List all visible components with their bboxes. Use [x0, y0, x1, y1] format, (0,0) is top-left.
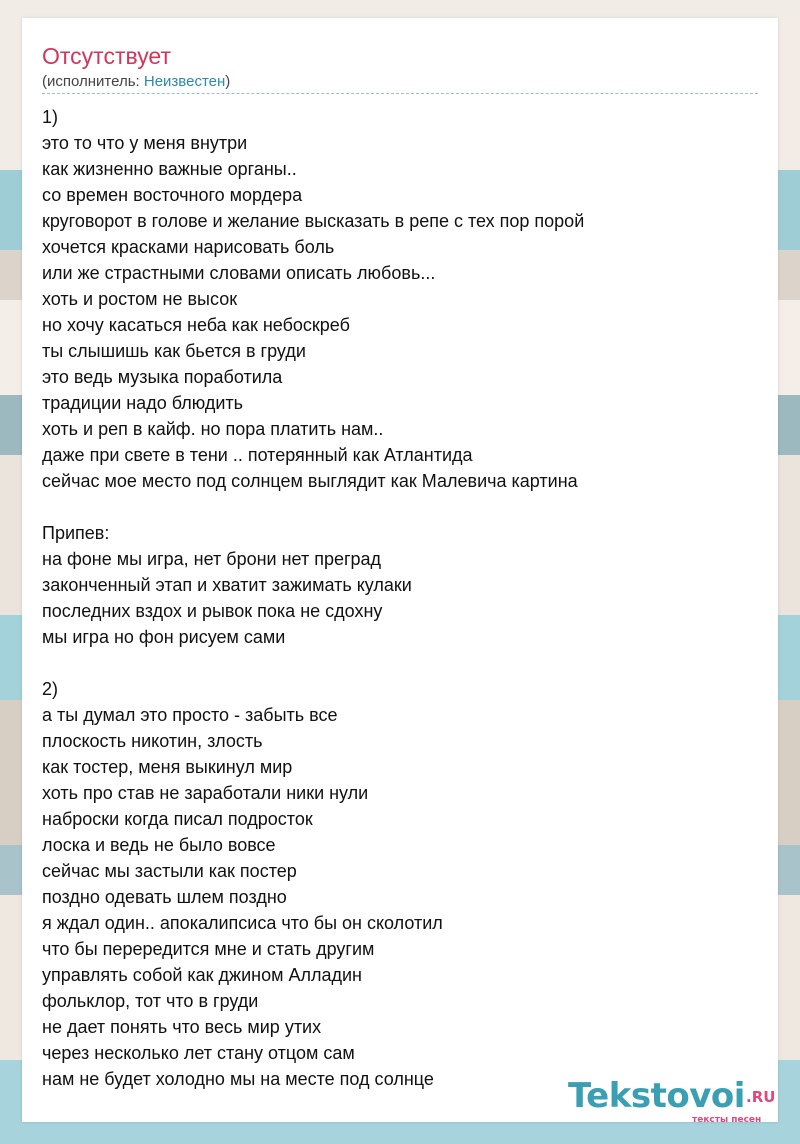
- lyric-line: это то что у меня внутри: [42, 133, 248, 153]
- lyric-line: нам не будет холодно мы на месте под солнце: [42, 1069, 434, 1089]
- lyric-line: управлять собой как джином Алладин: [42, 965, 362, 985]
- lyric-line: фольклор, тот что в груди: [42, 991, 259, 1011]
- lyric-line: а ты думал это просто - забыть все: [42, 705, 338, 725]
- lyric-line: лоска и ведь не было вовсе: [42, 835, 276, 855]
- lyric-line: сейчас мы застыли как постер: [42, 861, 297, 881]
- lyric-line: что бы перередится мне и стать другим: [42, 939, 375, 959]
- lyric-line: я ждал один.. апокалипсиса что бы он сколотил: [42, 913, 443, 933]
- lyric-line: или же страстными словами описать любовь...: [42, 263, 436, 283]
- lyrics-text: [42, 104, 758, 1092]
- lyric-line: [42, 494, 758, 520]
- lyric-line: не дает понять что весь мир утих: [42, 1017, 322, 1037]
- lyric-line: как жизненно важные органы..: [42, 159, 297, 179]
- lyric-line: традиции надо блюдить: [42, 393, 243, 413]
- artist-prefix: (исполнитель:: [42, 73, 144, 90]
- lyric-line: круговорот в голове и желание высказать в репе с тех пор порой: [42, 211, 585, 231]
- logo-tld: .RU: [746, 1088, 776, 1106]
- divider: [42, 93, 758, 94]
- artist-line: [42, 73, 230, 91]
- lyric-line: Припев:: [42, 523, 110, 543]
- lyric-line: как тостер, меня выкинул мир: [42, 757, 293, 777]
- lyric-line: законченный этап и хватит зажимать кулаки: [42, 575, 412, 595]
- lyrics-sheet: [22, 18, 778, 1125]
- lyric-line: 1): [42, 107, 59, 127]
- lyric-line: [42, 650, 758, 676]
- lyric-line: последних вздох и рывок пока не сдохну: [42, 601, 383, 621]
- site-logo[interactable]: [568, 1076, 778, 1125]
- artist-suffix: ): [225, 73, 231, 90]
- lyric-line: 2): [42, 679, 59, 699]
- lyric-line: сейчас мое место под солнцем выглядит как Малевича картина: [42, 471, 578, 491]
- song-title: Отсутствует: [42, 43, 171, 69]
- lyric-line: через несколько лет стану отцом сам: [42, 1043, 355, 1063]
- lyric-line: хочется красками нарисовать боль: [42, 237, 335, 257]
- lyric-line: хоть про став не заработали ники нули: [42, 783, 369, 803]
- lyric-line: мы игра но фон рисуем сами: [42, 627, 286, 647]
- lyric-line: но хочу касаться неба как небоскреб: [42, 315, 350, 335]
- lyric-line: поздно одевать шлем поздно: [42, 887, 287, 907]
- lyric-line: наброски когда писал подросток: [42, 809, 313, 829]
- lyric-line: хоть и реп в кайф. но пора платить нам..: [42, 419, 384, 439]
- logo-name: Tekstovoi: [568, 1076, 745, 1116]
- lyric-line: это ведь музыка поработила: [42, 367, 283, 387]
- lyric-line: хоть и ростом не высок: [42, 289, 238, 309]
- logo-tagline: тексты песен: [692, 1115, 762, 1125]
- lyric-line: даже при свете в тени .. потерянный как Атлантида: [42, 445, 473, 465]
- lyric-line: ты слышишь как бьется в груди: [42, 341, 306, 361]
- lyric-line: со времен восточного мордера: [42, 185, 303, 205]
- artist-link[interactable]: Неизвестен: [143, 73, 226, 90]
- lyric-line: на фоне мы игра, нет брони нет преград: [42, 549, 382, 569]
- lyric-line: плоскость никотин, злость: [42, 731, 263, 751]
